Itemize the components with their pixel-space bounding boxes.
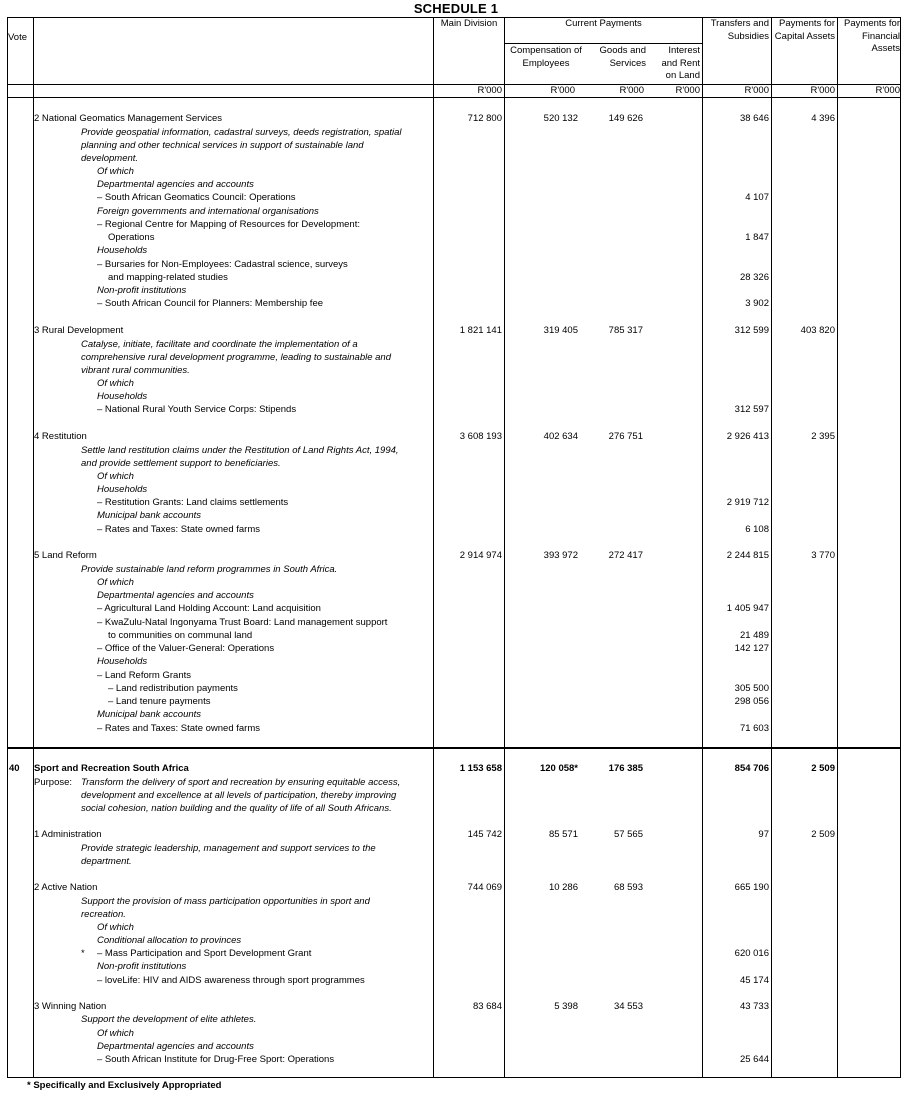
row-description: Support the provision of mass participation opportunities in sport and [81, 896, 370, 907]
cell-capital: 3 770 [811, 550, 835, 561]
header-main-division: Main Division [440, 18, 498, 29]
cell-transfers: 97 [758, 829, 769, 840]
cell-goods: 276 751 [608, 431, 643, 442]
cell-capital: 2 509 [811, 763, 835, 774]
row-description: Households [97, 245, 148, 256]
row-description: – Regional Centre for Mapping of Resources for Development: [97, 219, 360, 230]
row-description: – South African Geomatics Council: Operations [97, 192, 296, 203]
unit-row-rule [8, 97, 900, 98]
unit-transfers: R'000 [744, 85, 769, 96]
cell-transfers: 43 733 [739, 1001, 769, 1012]
header-interest-rent: Interest and Rent on Land [661, 45, 700, 81]
cell-transfers: 312 599 [734, 325, 769, 336]
row-description: – Rates and Taxes: State owned farms [97, 524, 260, 535]
row-description: – South African Institute for Drug-Free Sport: Operations [97, 1054, 335, 1065]
cell-main: 1 153 658 [459, 763, 502, 774]
cell-transfers: 305 500 [734, 683, 769, 694]
row-description: – Land tenure payments [108, 696, 211, 707]
cell-transfers: 1 405 947 [726, 603, 769, 614]
row-description: 5 Land Reform [34, 550, 97, 561]
cell-comp: 520 132 [543, 113, 578, 124]
schedule-table [7, 17, 901, 1078]
cell-comp: 10 286 [548, 882, 578, 893]
cell-goods: 57 565 [613, 829, 643, 840]
cell-goods: 785 317 [608, 325, 643, 336]
appropriation-mark: * [81, 948, 85, 959]
row-description: recreation. [81, 909, 126, 920]
row-description: 3 Winning Nation [34, 1001, 107, 1012]
cell-transfers: 4 107 [745, 192, 769, 203]
schedule-title: SCHEDULE 1 [413, 1, 499, 16]
cell-goods: 272 417 [608, 550, 643, 561]
purpose-label: Purpose: [34, 777, 73, 788]
row-description: Departmental agencies and accounts [97, 179, 254, 190]
row-description: Households [97, 656, 148, 667]
row-description: Of which [97, 1028, 134, 1039]
row-description: Of which [97, 471, 134, 482]
row-description: Municipal bank accounts [97, 510, 202, 521]
cell-capital: 2 509 [811, 829, 835, 840]
row-description: and provide settlement support to beneficiaries. [81, 458, 281, 469]
cell-comp: 5 398 [554, 1001, 578, 1012]
vote-separator-rule [8, 747, 900, 749]
row-description: Households [97, 484, 148, 495]
cell-main: 1 821 141 [459, 325, 502, 336]
row-description: Households [97, 391, 148, 402]
header-compensation: Compensation of Employees [510, 45, 582, 69]
row-description: 2 Active Nation [34, 882, 98, 893]
unit-capital: R'000 [810, 85, 835, 96]
current-payments-underline [504, 43, 702, 44]
cell-main: 744 069 [467, 882, 502, 893]
row-description: and mapping-related studies [108, 272, 228, 283]
col-divider [504, 18, 505, 1077]
row-description: Of which [97, 166, 134, 177]
row-description: Departmental agencies and accounts [97, 590, 254, 601]
row-description: – Land Reform Grants [97, 670, 191, 681]
cell-transfers: 21 489 [739, 630, 769, 641]
row-description: Settle land restitution claims under the Restitution of Land Rights Act, 1994, [81, 445, 399, 456]
header-vote: Vote [8, 32, 28, 43]
row-description: Provide geospatial information, cadastral surveys, deeds registration, spatial [81, 127, 402, 138]
row-description: Conditional allocation to provinces [97, 935, 242, 946]
cell-main: 3 608 193 [459, 431, 502, 442]
row-description: – National Rural Youth Service Corps: Stipends [97, 404, 297, 415]
row-description: Of which [97, 577, 134, 588]
row-description: Non-profit institutions [97, 285, 187, 296]
row-description: – Bursaries for Non-Employees: Cadastral science, surveys [97, 259, 348, 270]
row-description: 3 Rural Development [34, 325, 124, 336]
cell-comp: 393 972 [543, 550, 578, 561]
cell-comp: 402 634 [543, 431, 578, 442]
cell-capital: 403 820 [800, 325, 835, 336]
row-description: – Rates and Taxes: State owned farms [97, 723, 260, 734]
row-description: vibrant rural communities. [81, 365, 190, 376]
cell-capital: 2 395 [811, 431, 835, 442]
unit-goods: R'000 [619, 85, 644, 96]
row-description: Municipal bank accounts [97, 709, 202, 720]
row-description: – KwaZulu-Natal Ingonyama Trust Board: Land management support [97, 617, 388, 628]
col-divider [771, 18, 772, 1077]
cell-transfers: 2 919 712 [726, 497, 769, 508]
cell-transfers: 854 706 [734, 763, 769, 774]
row-description: Support the development of elite athletes. [81, 1014, 257, 1025]
cell-transfers: 2 244 815 [726, 550, 769, 561]
cell-main: 712 800 [467, 113, 502, 124]
cell-transfers: 28 326 [739, 272, 769, 283]
row-description: Catalyse, initiate, facilitate and coordinate the implementation of a [81, 339, 358, 350]
row-description: social cohesion, nation building and the quality of life of all South Africans. [81, 803, 392, 814]
cell-comp: 120 058* [539, 763, 578, 774]
row-description: Of which [97, 378, 134, 389]
col-divider [33, 18, 34, 1077]
cell-main: 2 914 974 [459, 550, 502, 561]
row-description: Sport and Recreation South Africa [34, 763, 189, 774]
cell-goods: 176 385 [608, 763, 643, 774]
vote-number: 40 [9, 763, 20, 774]
unit-interest: R'000 [675, 85, 700, 96]
row-description: Provide sustainable land reform programmes in South Africa. [81, 564, 338, 575]
row-description: – loveLife: HIV and AIDS awareness through sport programmes [97, 975, 365, 986]
row-description: comprehensive rural development programme, leading to sustainable and [81, 352, 391, 363]
cell-main: 83 684 [472, 1001, 502, 1012]
unit-main: R'000 [477, 85, 502, 96]
cell-comp: 319 405 [543, 325, 578, 336]
cell-transfers: 25 644 [739, 1054, 769, 1065]
row-description: to communities on communal land [108, 630, 253, 641]
cell-comp: 85 571 [548, 829, 578, 840]
row-description: – Mass Participation and Sport Development Grant [97, 948, 312, 959]
cell-goods: 68 593 [613, 882, 643, 893]
row-description: Operations [108, 232, 155, 243]
cell-transfers: 620 016 [734, 948, 769, 959]
row-description: Transform the delivery of sport and recreation by ensuring equitable access, [81, 777, 401, 788]
cell-transfers: 312 597 [734, 404, 769, 415]
cell-transfers: 6 108 [745, 524, 769, 535]
row-description: Provide strategic leadership, management and support services to the [81, 843, 376, 854]
header-transfers: Transfers and Subsidies [710, 18, 769, 42]
header-capital-assets: Payments for Capital Assets [774, 18, 835, 42]
cell-transfers: 1 847 [745, 232, 769, 243]
row-description: – Agricultural Land Holding Account: Land acquisition [97, 603, 321, 614]
row-description: – Restitution Grants: Land claims settlements [97, 497, 289, 508]
cell-transfers: 2 926 413 [726, 431, 769, 442]
unit-financial: R'000 [875, 85, 900, 96]
cell-capital: 4 396 [811, 113, 835, 124]
cell-transfers: 298 056 [734, 696, 769, 707]
unit-compensation: R'000 [550, 85, 575, 96]
row-description: development. [81, 153, 139, 164]
col-divider [837, 18, 838, 1077]
row-description: – Land redistribution payments [108, 683, 238, 694]
cell-transfers: 3 902 [745, 298, 769, 309]
row-description: department. [81, 856, 132, 867]
cell-transfers: 142 127 [734, 643, 769, 654]
row-description: – Office of the Valuer-General: Operations [97, 643, 275, 654]
row-description: Of which [97, 922, 134, 933]
footnote: * Specifically and Exclusively Appropriated [27, 1080, 222, 1091]
cell-transfers: 38 646 [739, 113, 769, 124]
cell-transfers: 45 174 [739, 975, 769, 986]
row-description: Non-profit institutions [97, 961, 187, 972]
row-description: 2 National Geomatics Management Services [34, 113, 222, 124]
cell-transfers: 665 190 [734, 882, 769, 893]
row-description: planning and other technical services in support of sustainable land [81, 140, 364, 151]
row-description: development and excellence at all levels of participation, thereby improving [81, 790, 397, 801]
row-description: 4 Restitution [34, 431, 87, 442]
row-description: 1 Administration [34, 829, 102, 840]
header-financial-assets: Payments for Financial Assets [844, 18, 900, 54]
cell-transfers: 71 603 [739, 723, 769, 734]
row-description: Departmental agencies and accounts [97, 1041, 254, 1052]
header-goods-services: Goods and Services [599, 45, 646, 69]
row-description: – South African Council for Planners: Membership fee [97, 298, 324, 309]
cell-goods: 149 626 [608, 113, 643, 124]
row-description: Foreign governments and international organisations [97, 206, 319, 217]
header-current-payments: Current Payments [565, 18, 642, 29]
cell-main: 145 742 [467, 829, 502, 840]
col-divider [702, 18, 703, 1077]
cell-goods: 34 553 [613, 1001, 643, 1012]
col-divider [433, 18, 434, 1077]
